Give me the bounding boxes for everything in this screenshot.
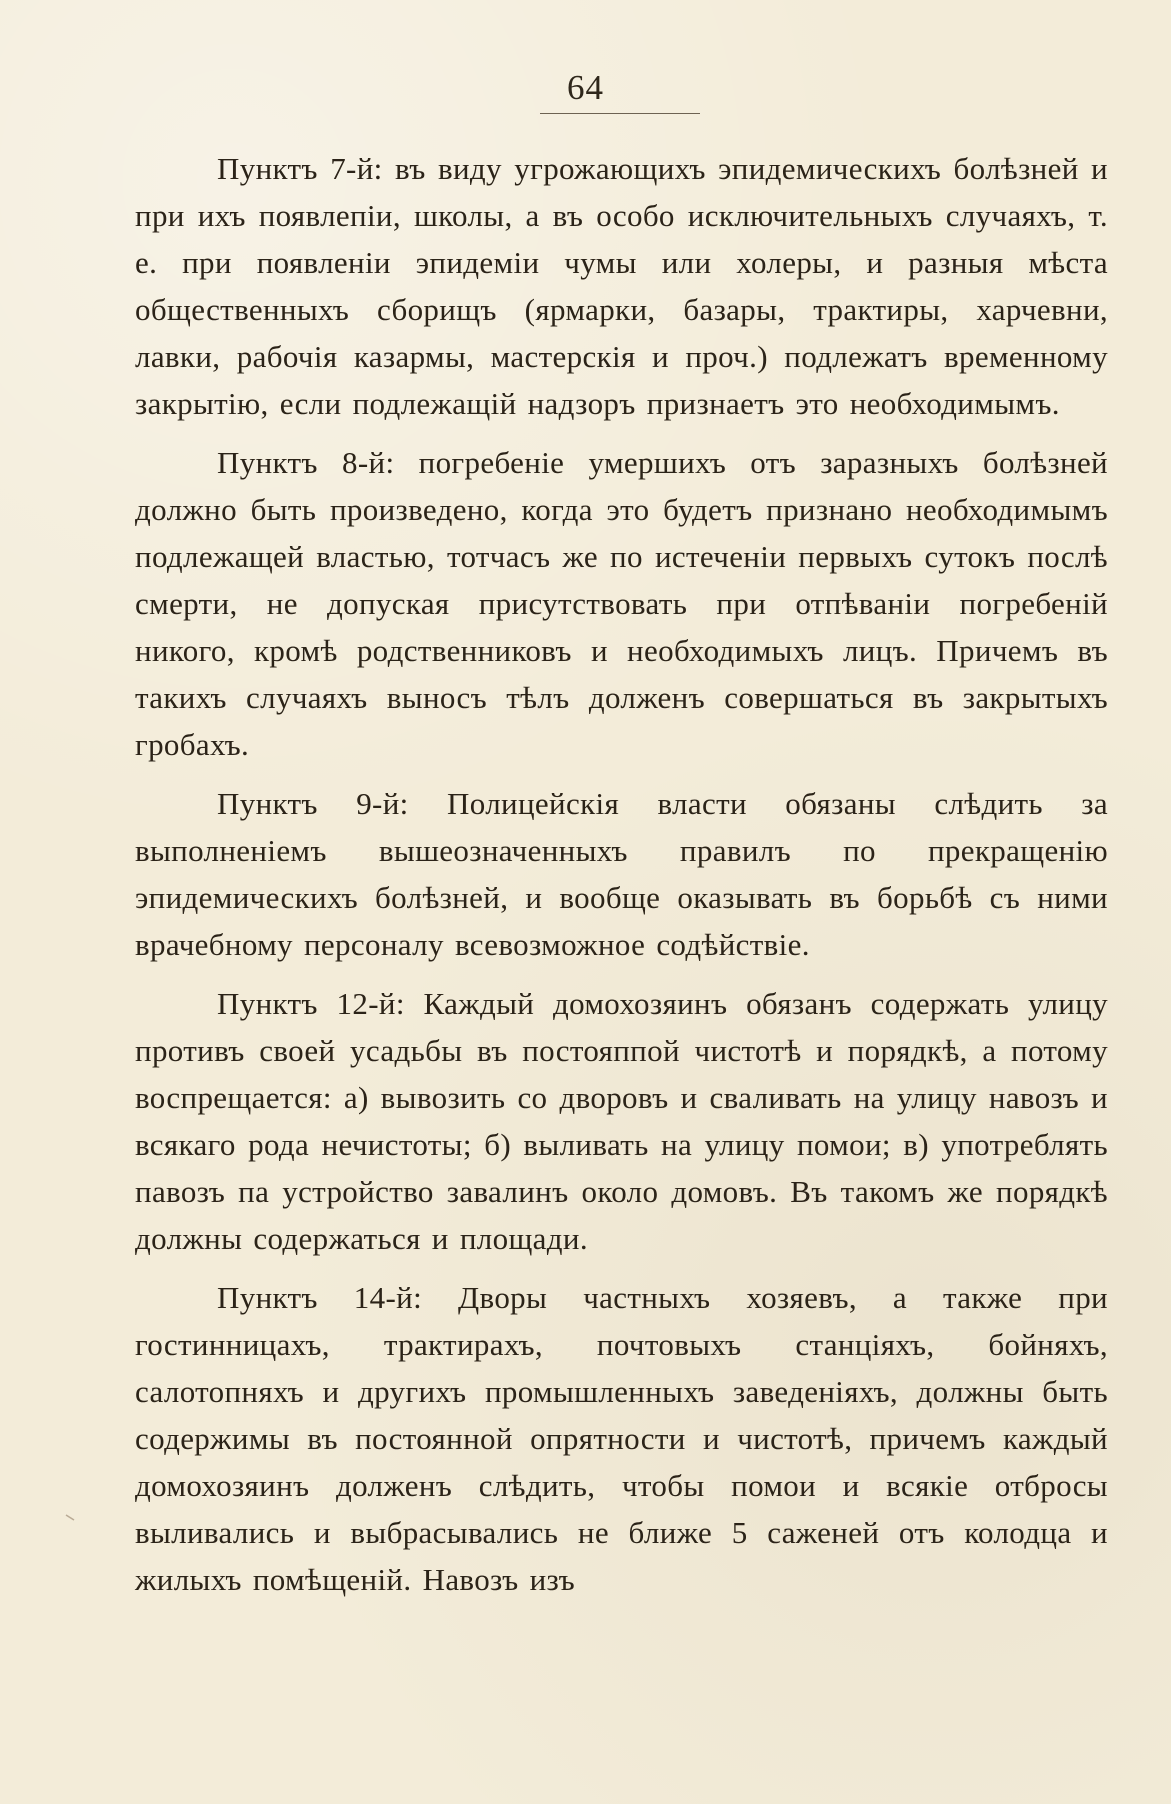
main-text xyxy=(135,145,1108,1615)
paragraph-punkt-8: Пунктъ 8-й: погребенiе умершихъ отъ заразныхъ болѣзней должно быть произведено, когда это будетъ признано необходимымъ подлежащей властью, тотчасъ же по истеченiи первыхъ сутокъ послѣ смерти, не допуская присутствовать при отпѣванiи погребенiй никого, кромѣ родственниковъ и необходимыхъ лицъ. Причемъ въ такихъ случаяхъ выносъ тѣлъ долженъ совершаться въ закрытыхъ гробахъ. xyxy=(135,445,1108,762)
paragraph-punkt-14: Пунктъ 14-й: Дворы частныхъ хозяевъ, а также при гостинницахъ, трактирахъ, почтовыхъ станцiяхъ, бойняхъ, салотопняхъ и другихъ промышленныхъ заведенiяхъ, должны быть содержимы въ постоянной опрятности и чистотѣ, причемъ каждый домохозяинъ долженъ слѣдить, чтобы помои и всякiе отбросы выливались и выбрасывались не ближе 5 саженей отъ колодца и жилыхъ помѣщенiй. Навозъ изъ xyxy=(135,1280,1108,1597)
header-rule xyxy=(540,113,700,114)
paragraph-punkt-9: Пунктъ 9-й: Полицейскiя власти обязаны слѣдить за выполненiемъ вышеозначенныхъ правилъ по прекращенiю эпидемическихъ болѣзней, и вообще оказывать въ борьбѣ съ ними врачебному персоналу всевозможное содѣйствiе. xyxy=(135,786,1108,962)
paragraph-punkt-7: Пунктъ 7-й: въ виду угрожающихъ эпидемическихъ болѣзней и при ихъ появлепiи, школы, а въ особо исключительныхъ случаяхъ, т. е. при появленiи эпидемiи чумы или холеры, и разныя мѣста общественныхъ сборищъ (ярмарки, базары, трактиры, харчевни, лавки, рабочiя казармы, мастерскiя и проч.) подлежатъ временному закрытiю, если подлежащiй надзоръ признаетъ это необходимымъ. xyxy=(135,151,1108,421)
page-header xyxy=(0,70,1171,105)
page-number: 64 xyxy=(567,68,604,107)
paragraph-punkt-12: Пунктъ 12-й: Каждый домохозяинъ обязанъ содержать улицу противъ своей усадьбы въ постояппой чистотѣ и порядкѣ, а потому воспрещается: а) вывозить со дворовъ и сваливать на улицу навозъ и всякаго рода нечистоты; б) выливать на улицу помои; в) употреблять павозъ па устройство завалинъ около домовъ. Въ такомъ же порядкѣ должны содержаться и площади. xyxy=(135,986,1108,1256)
